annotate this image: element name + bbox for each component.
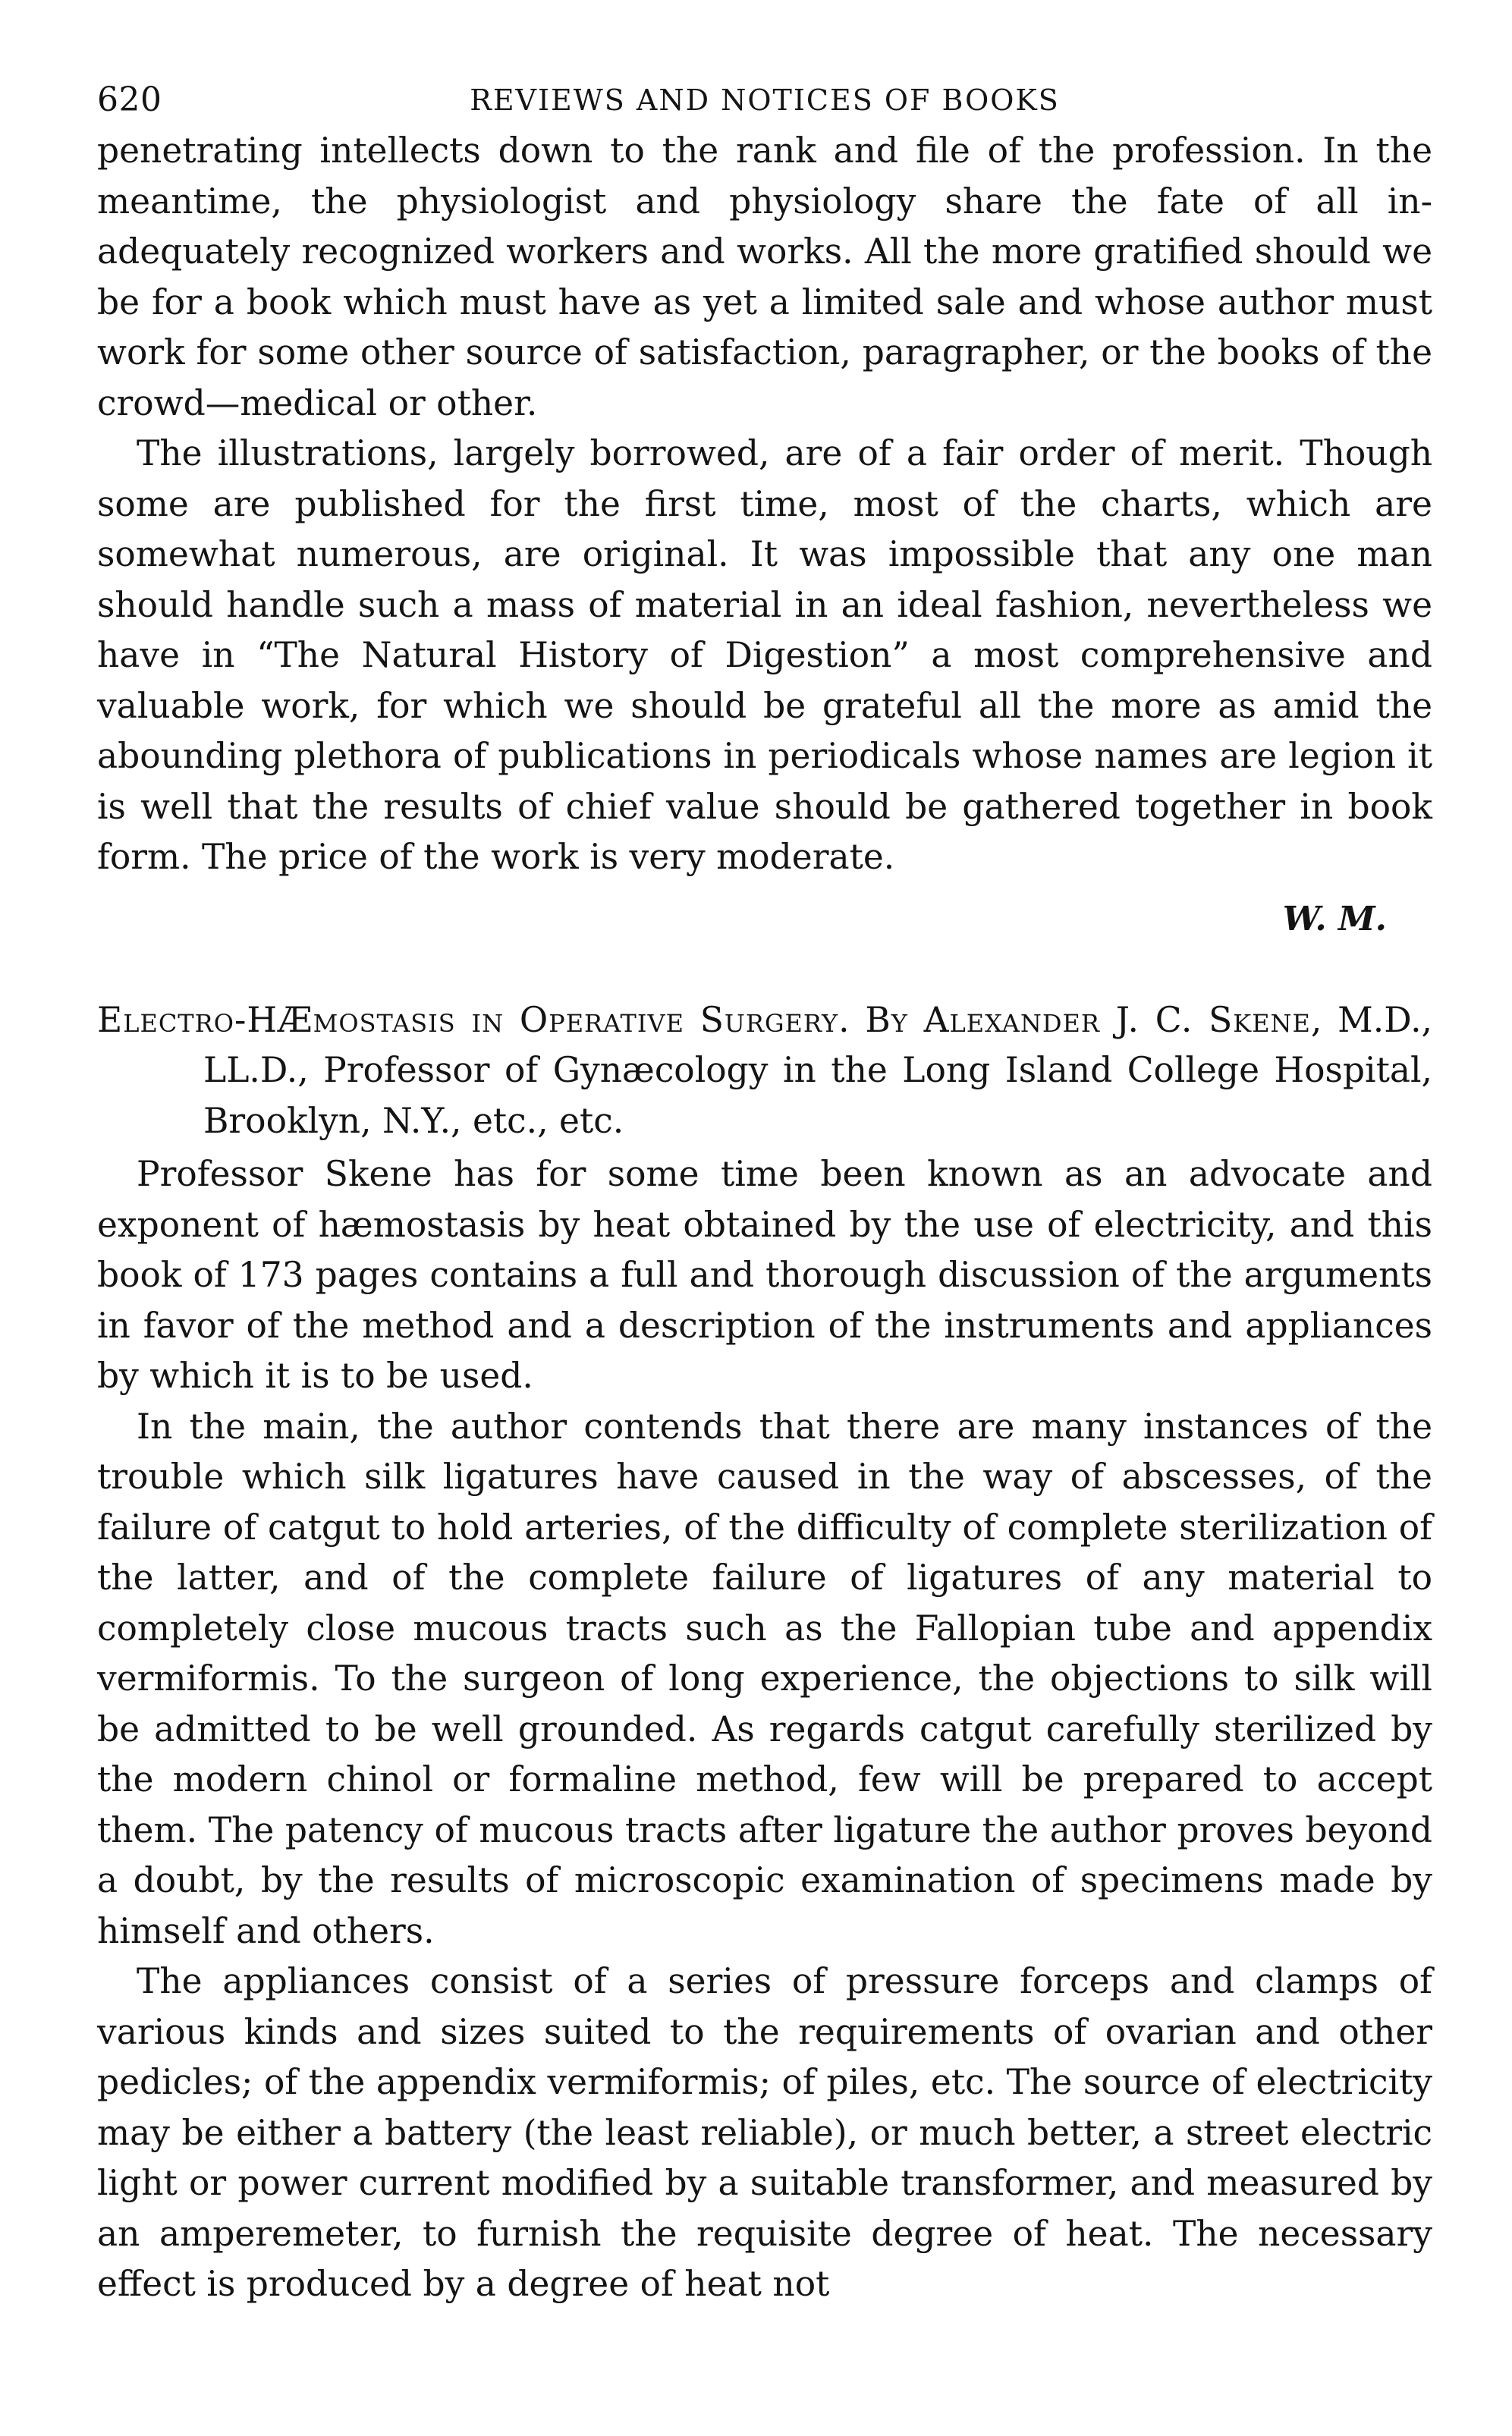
paragraph: penetrating intellects down to the rank and file of the profession. In the meantime, the physiologist and physiology share the fate of all inadequately recognized workers and works. All the more gratified should we be for a book which must have as yet a limited sale and whose author must work for some other source of satisfaction, paragrapher, or the books of the crowd—medical or other. [97, 130, 1432, 423]
book-title: Electro-HÆmostasis in Operative Surgery. [97, 999, 850, 1040]
review-body [97, 1149, 1432, 2310]
paragraph: The illustrations, largely borrowed, are of a fair order of merit. Though some are published for the first time, most of the charts, which are somewhat numerous, are original. It was impossible that any one man should handle such a mass of material in an ideal fashion, nevertheless we have in “The Natural History of Digestion” a most comprehensive and valuable work, for which we should be grateful all the more as amid the abounding plethora of publications in periodicals whose names are legion it is well that the results of chief value should be gathered together in book form. The price of the work is very moderate. [97, 433, 1432, 877]
running-title: REVIEWS AND NOTICES OF BOOKS [470, 83, 1060, 117]
book-byline: By Alexander J. C. Skene, [865, 999, 1323, 1040]
page-number: 620 [97, 80, 162, 119]
paragraph: The appliances consist of a series of pressure forceps and clamps of various kinds and sizes suited to the requirements of ovarian and other pedicles; of the appendix vermiformis; of piles, etc. The source of electricity may be either a battery (the least reliable), or much better, a street electric light or power current modified by a suitable transformer, and measured by an amperemeter, to furnish the requisite degree of heat. The necessary effect is produced by a degree of heat not [97, 1961, 1432, 2304]
reviewer-signature: W. M. [1282, 899, 1387, 938]
review-heading [97, 995, 1432, 1147]
running-head [97, 73, 1432, 126]
previous-review-section [97, 126, 1432, 942]
author-credentials: M.D., LL.D., Professor of Gynæcology in the Long Island College Hospital, Brooklyn, N.Y., etc., etc. [203, 999, 1432, 1141]
paragraph: In the main, the author contends that there are many instances of the trouble which silk ligatures have caused in the way of abscesses, of the failure of catgut to hold arteries, of the difficulty of complete sterilization of the latter, and of the complete failure of ligatures of any material to completely close mucous tracts such as the Fallopian tube and appendix vermiformis. To the surgeon of long experience, the objections to silk will be admitted to be well grounded. As regards catgut carefully sterilized by the modern chinol or formaline method, few will be prepared to accept them. The patency of mucous tracts after ligature the author proves beyond a doubt, by the results of microscopic examination of specimens made by himself and others. [97, 1406, 1432, 1951]
paragraph: Professor Skene has for some time been known as an advocate and exponent of hæmostasis by heat obtained by the use of electricity, and this book of 173 pages contains a full and thorough discussion of the arguments in favor of the method and a description of the instruments and appliances by which it is to be used. [97, 1154, 1432, 1396]
book-page [97, 73, 1432, 2310]
